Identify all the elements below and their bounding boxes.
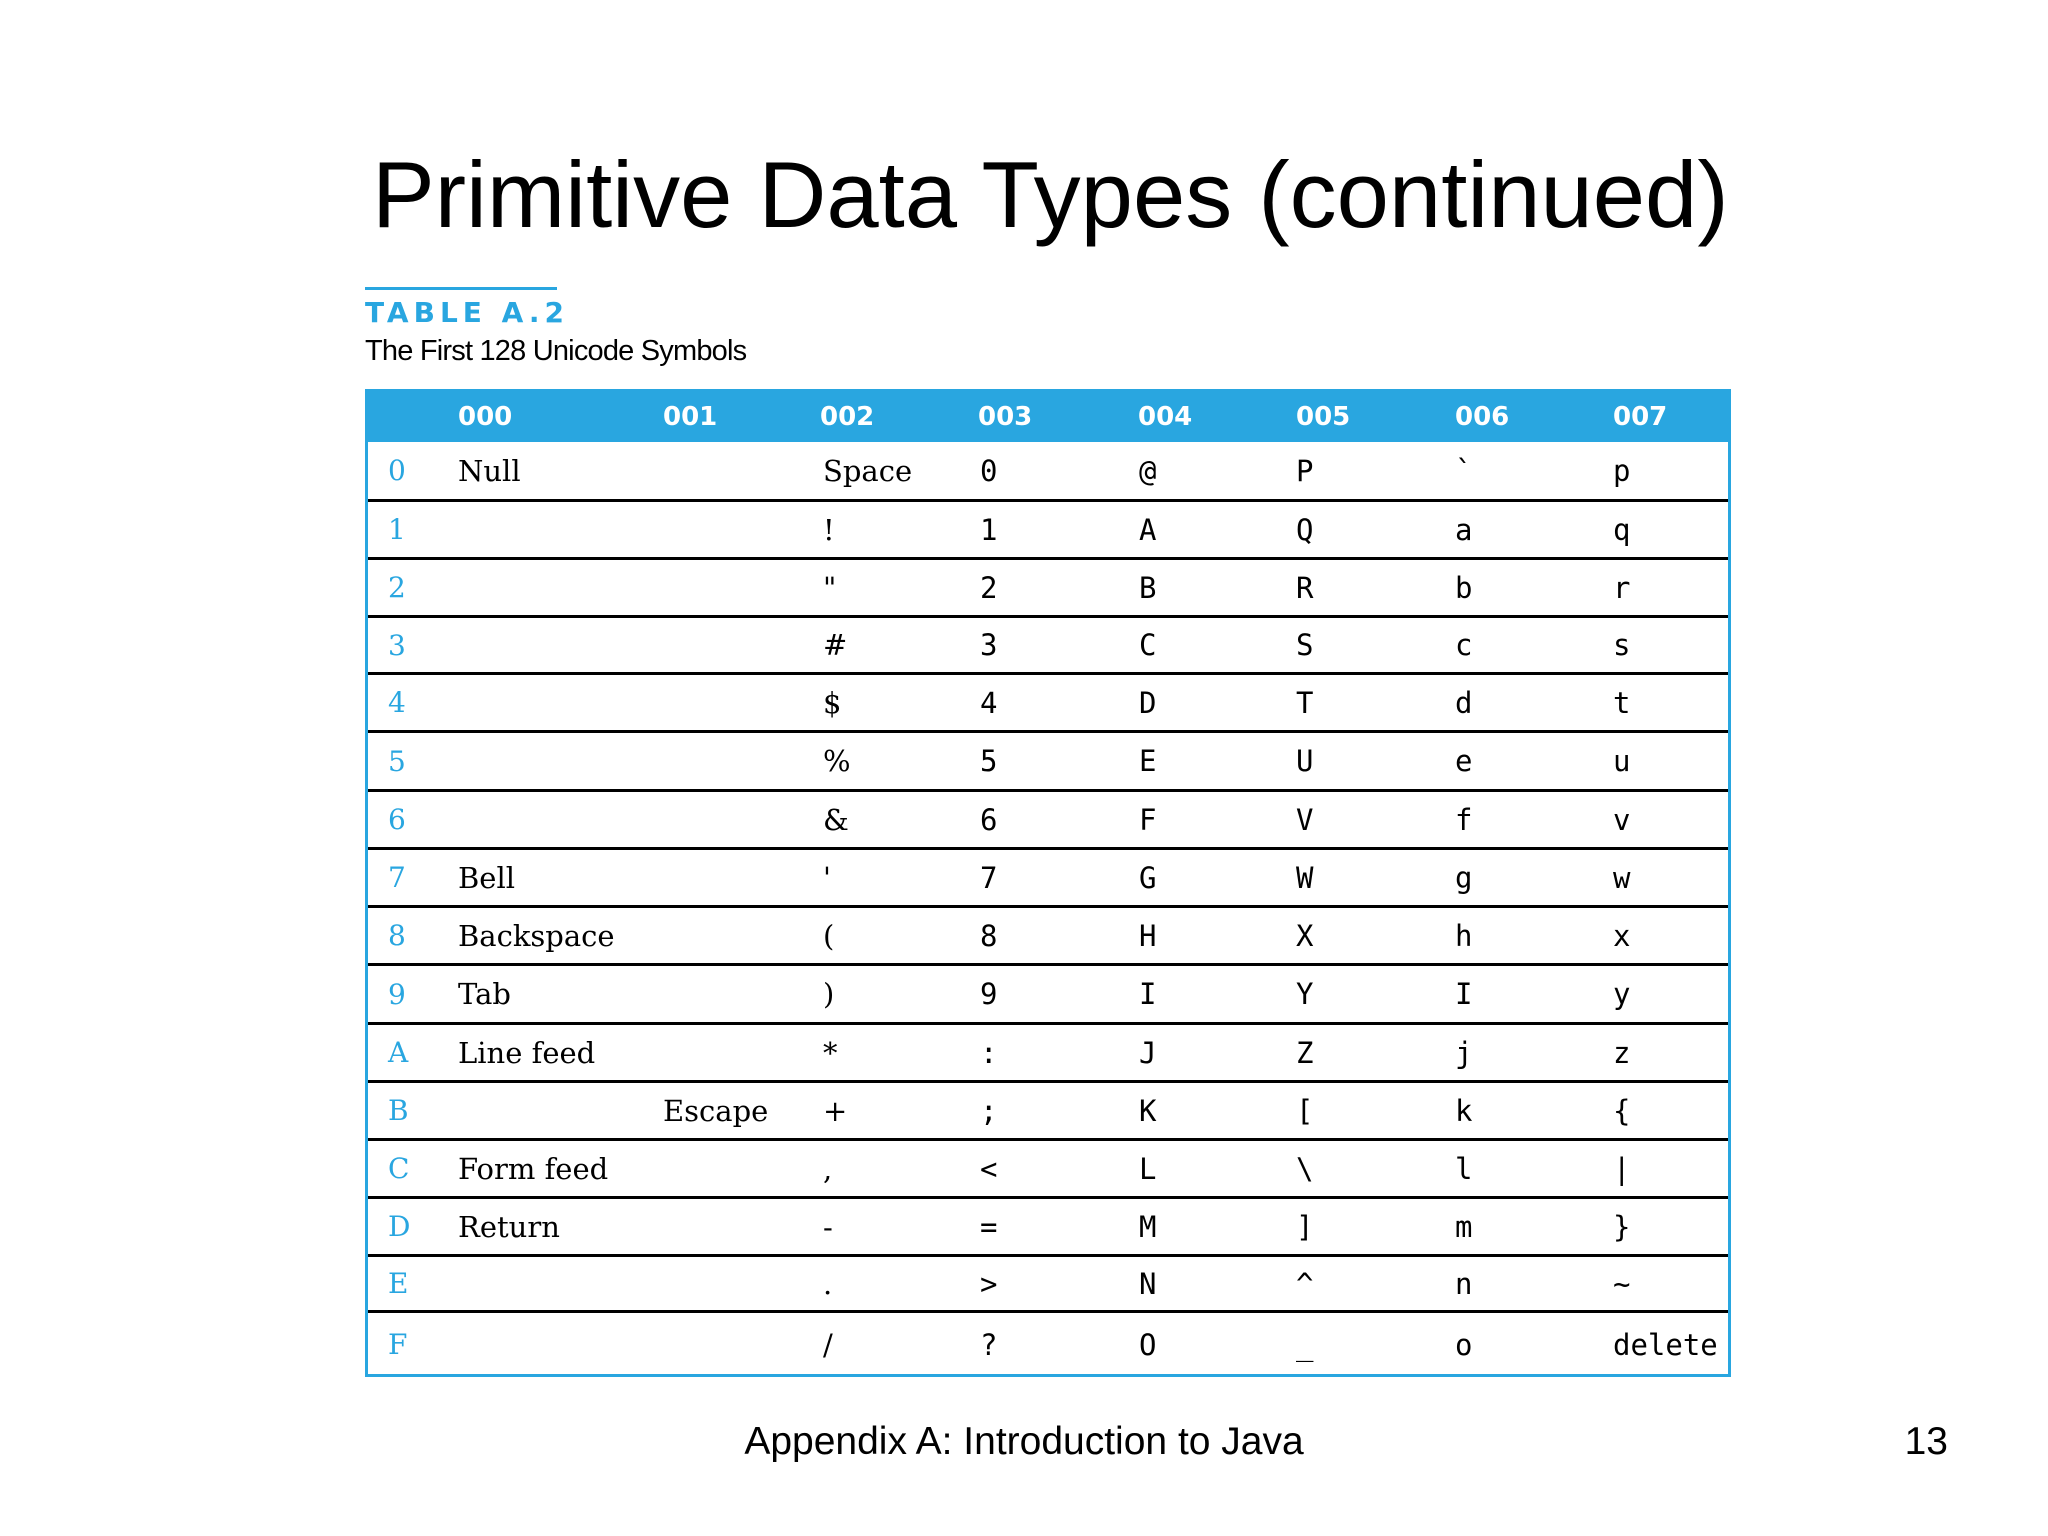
table-cell: W [1296,860,1314,895]
table-cell: g [1455,860,1473,895]
table-cell: U [1296,744,1314,778]
table-label: TABLE A.2 [365,296,569,329]
table-cell: ] [1296,1209,1314,1244]
table-cell: ( [823,918,835,953]
table-cell: } [1613,1209,1631,1244]
table-cell: o [1455,1327,1473,1362]
column-header: 004 [1138,402,1193,432]
table-cell: 5 [980,744,998,778]
table-cell: l [1455,1151,1473,1186]
table-cell: R [1296,570,1314,605]
table-cell: ? [980,1327,998,1362]
table-row [368,1196,1728,1254]
table-row [368,1310,1728,1376]
table-cell: Space [823,453,913,488]
table-cell: Form feed [458,1151,609,1186]
unicode-table [365,389,1731,1377]
table-cell: Return [458,1209,560,1244]
table-row [368,963,1728,1022]
table-cell: V [1296,802,1314,837]
table-cell: Z [1296,1035,1314,1070]
table-row [368,615,1728,672]
table-cell: 6 [980,802,998,837]
table-cell: + [823,1093,848,1128]
table-cell: t [1613,685,1631,720]
table-cell: M [1139,1209,1157,1244]
table-cell: delete [1613,1327,1718,1362]
table-cell: \ [1296,1151,1314,1186]
table-cell: Q [1296,512,1314,547]
table-cell: * [823,1035,838,1070]
table-cell: s [1613,628,1631,662]
table-cell: . [823,1266,833,1301]
table-cell: I [1455,977,1473,1011]
table-cell: q [1613,512,1631,547]
table-cell: , [823,1151,833,1186]
table-cell: & [823,802,849,837]
table-cell: N [1139,1266,1157,1301]
table-cell: p [1613,453,1631,488]
table-row [368,442,1728,499]
table-row [368,1138,1728,1196]
table-cell: - [823,1209,833,1244]
table-header-row [368,392,1728,442]
column-header: 005 [1296,402,1351,432]
table-cell: b [1455,570,1473,605]
table-cell: Null [458,453,521,488]
table-cell: x [1613,918,1631,953]
table-cell: J [1139,1035,1157,1070]
slide-title: Primitive Data Types (continued) [372,142,1729,247]
table-cell: S [1296,628,1314,662]
table-row [368,499,1728,557]
table-cell: j [1455,1035,1473,1070]
table-row [368,672,1728,730]
table-row [368,730,1728,789]
table-cell: e [1455,744,1473,778]
row-label: E [388,1267,409,1300]
table-cell: H [1139,918,1157,953]
table-cell: > [980,1266,998,1301]
table-cell: f [1455,802,1473,837]
table-row [368,1022,1728,1080]
table-row [368,1254,1728,1310]
row-label: 7 [388,861,406,894]
row-label: 8 [388,919,406,952]
table-cell: _ [1296,1327,1314,1362]
table-cell: 9 [980,977,998,1011]
row-label: D [388,1210,411,1243]
page-number: 13 [1904,1420,1948,1463]
table-cell: Bell [458,860,516,895]
table-row [368,905,1728,963]
table-cell: T [1296,685,1314,720]
table-cell: X [1296,918,1314,953]
column-header: 007 [1613,402,1668,432]
table-cell: 8 [980,918,998,953]
table-cell: $ [823,685,842,720]
table-cell: E [1139,744,1157,778]
table-cell: ' [823,860,831,895]
table-cell: Y [1296,977,1314,1011]
table-cell: 1 [980,512,998,547]
table-cell: r [1613,570,1631,605]
table-cell: v [1613,802,1631,837]
table-cell: u [1613,744,1631,778]
table-cell: n [1455,1266,1473,1301]
table-caption: The First 128 Unicode Symbols [365,335,747,367]
table-cell: 4 [980,685,998,720]
table-cell: w [1613,860,1631,895]
table-cell: P [1296,453,1314,488]
table-cell: ! [823,512,835,547]
table-cell: ~ [1613,1266,1631,1301]
table-cell: a [1455,512,1473,547]
row-label: 6 [388,803,406,836]
table-cell: = [980,1209,998,1244]
table-row [368,557,1728,615]
table-cell: ` [1455,453,1473,488]
table-cell: D [1139,685,1157,720]
column-header: 001 [663,402,718,432]
table-cell: / [823,1327,833,1362]
table-cell: { [1613,1093,1631,1128]
column-header: 006 [1455,402,1510,432]
table-cell: h [1455,918,1473,953]
table-cell: y [1613,977,1631,1011]
table-cell: [ [1296,1093,1314,1128]
table-cell: k [1455,1093,1473,1128]
table-cell: " [823,570,837,605]
row-label: 3 [388,628,406,662]
row-label: B [388,1094,409,1127]
table-cell: Escape [663,1093,769,1128]
table-cell: F [1139,802,1157,837]
row-label: 5 [388,744,406,778]
row-label: A [388,1036,409,1069]
table-cell: I [1139,977,1157,1011]
table-cell: 7 [980,860,998,895]
table-row [368,847,1728,905]
table-cell: z [1613,1035,1631,1070]
table-row [368,1080,1728,1138]
row-label: 4 [388,686,406,719]
table-cell: 3 [980,628,998,662]
table-cell: ) [823,977,835,1011]
table-cell: c [1455,628,1473,662]
table-cell: 2 [980,570,998,605]
row-label: 9 [388,977,406,1011]
table-cell: A [1139,512,1157,547]
table-cell: | [1613,1151,1631,1186]
table-cell: G [1139,860,1157,895]
row-label: 2 [388,571,406,604]
row-label: 1 [388,513,406,546]
table-cell: % [823,744,851,778]
column-header: 003 [978,402,1033,432]
table-cell: : [980,1035,998,1070]
table-cell: @ [1139,453,1157,488]
table-cell: Tab [458,977,511,1011]
row-label: 0 [388,454,406,487]
table-cell: C [1139,628,1157,662]
table-cell: B [1139,570,1157,605]
table-cell: < [980,1151,998,1186]
table-cell: ; [980,1093,998,1128]
table-cell: ^ [1296,1266,1314,1301]
column-header: 000 [458,402,513,432]
table-cell: O [1139,1327,1157,1362]
table-cell: # [823,628,848,662]
slide-footer: Appendix A: Introduction to Java [744,1420,1304,1463]
table-row [368,789,1728,847]
table-cell: 0 [980,453,998,488]
table-cell: K [1139,1093,1157,1128]
table-cell: Backspace [458,918,615,953]
column-header: 002 [820,402,875,432]
table-cell: Line feed [458,1035,596,1070]
table-cell: L [1139,1151,1157,1186]
row-label: F [388,1328,408,1361]
row-label: C [388,1152,410,1185]
table-label-rule [365,287,557,290]
table-cell: d [1455,685,1473,720]
table-cell: m [1455,1209,1473,1244]
